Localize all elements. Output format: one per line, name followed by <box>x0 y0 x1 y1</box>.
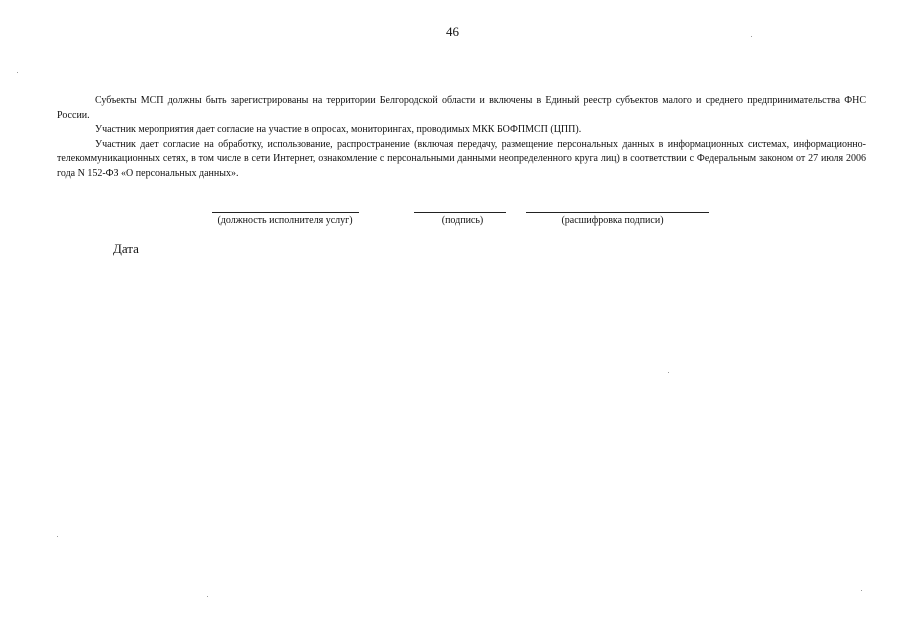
date-label: Дата <box>113 241 139 256</box>
signature-caption: (подпись) <box>441 215 484 226</box>
paragraph-personal-data-consent: Участник дает согласие на обработку, использование, распространение (включая передачу, размещение персональных данных в информационных системах, информационно-телекоммуникационных сетях, в том числе в сети Интернет, ознакомление с персональными данными неопределенного круга лиц) в соответствии с Федеральным законом от 27 июля 2006 года N 152-ФЗ «О персональных данных». <box>57 138 866 179</box>
scan-speck <box>668 372 669 373</box>
position-signature-line <box>212 212 359 213</box>
paragraph-survey-consent: Участник мероприятия дает согласие на участие в опросах, мониторингах, проводимых МКК БОФПМСП (ЦПП). <box>95 124 582 135</box>
scan-speck <box>17 72 18 73</box>
scan-speck <box>751 36 752 37</box>
scan-speck <box>57 536 58 537</box>
paragraph-registration-requirement: Субъекты МСП должны быть зарегистрированы на территории Белгородской области и включены в Единый реестр субъектов малого и среднего предпринимательства ФНС России. <box>57 95 866 121</box>
decoding-signature-line <box>526 212 709 213</box>
consent-text-block <box>57 94 866 181</box>
signature-line <box>414 212 506 213</box>
decoding-caption: (расшифровка подписи) <box>561 215 664 226</box>
scan-speck <box>861 590 862 591</box>
scan-speck <box>207 596 208 597</box>
page-number: 46 <box>446 24 459 39</box>
position-caption: (должность исполнителя услуг) <box>217 215 353 226</box>
